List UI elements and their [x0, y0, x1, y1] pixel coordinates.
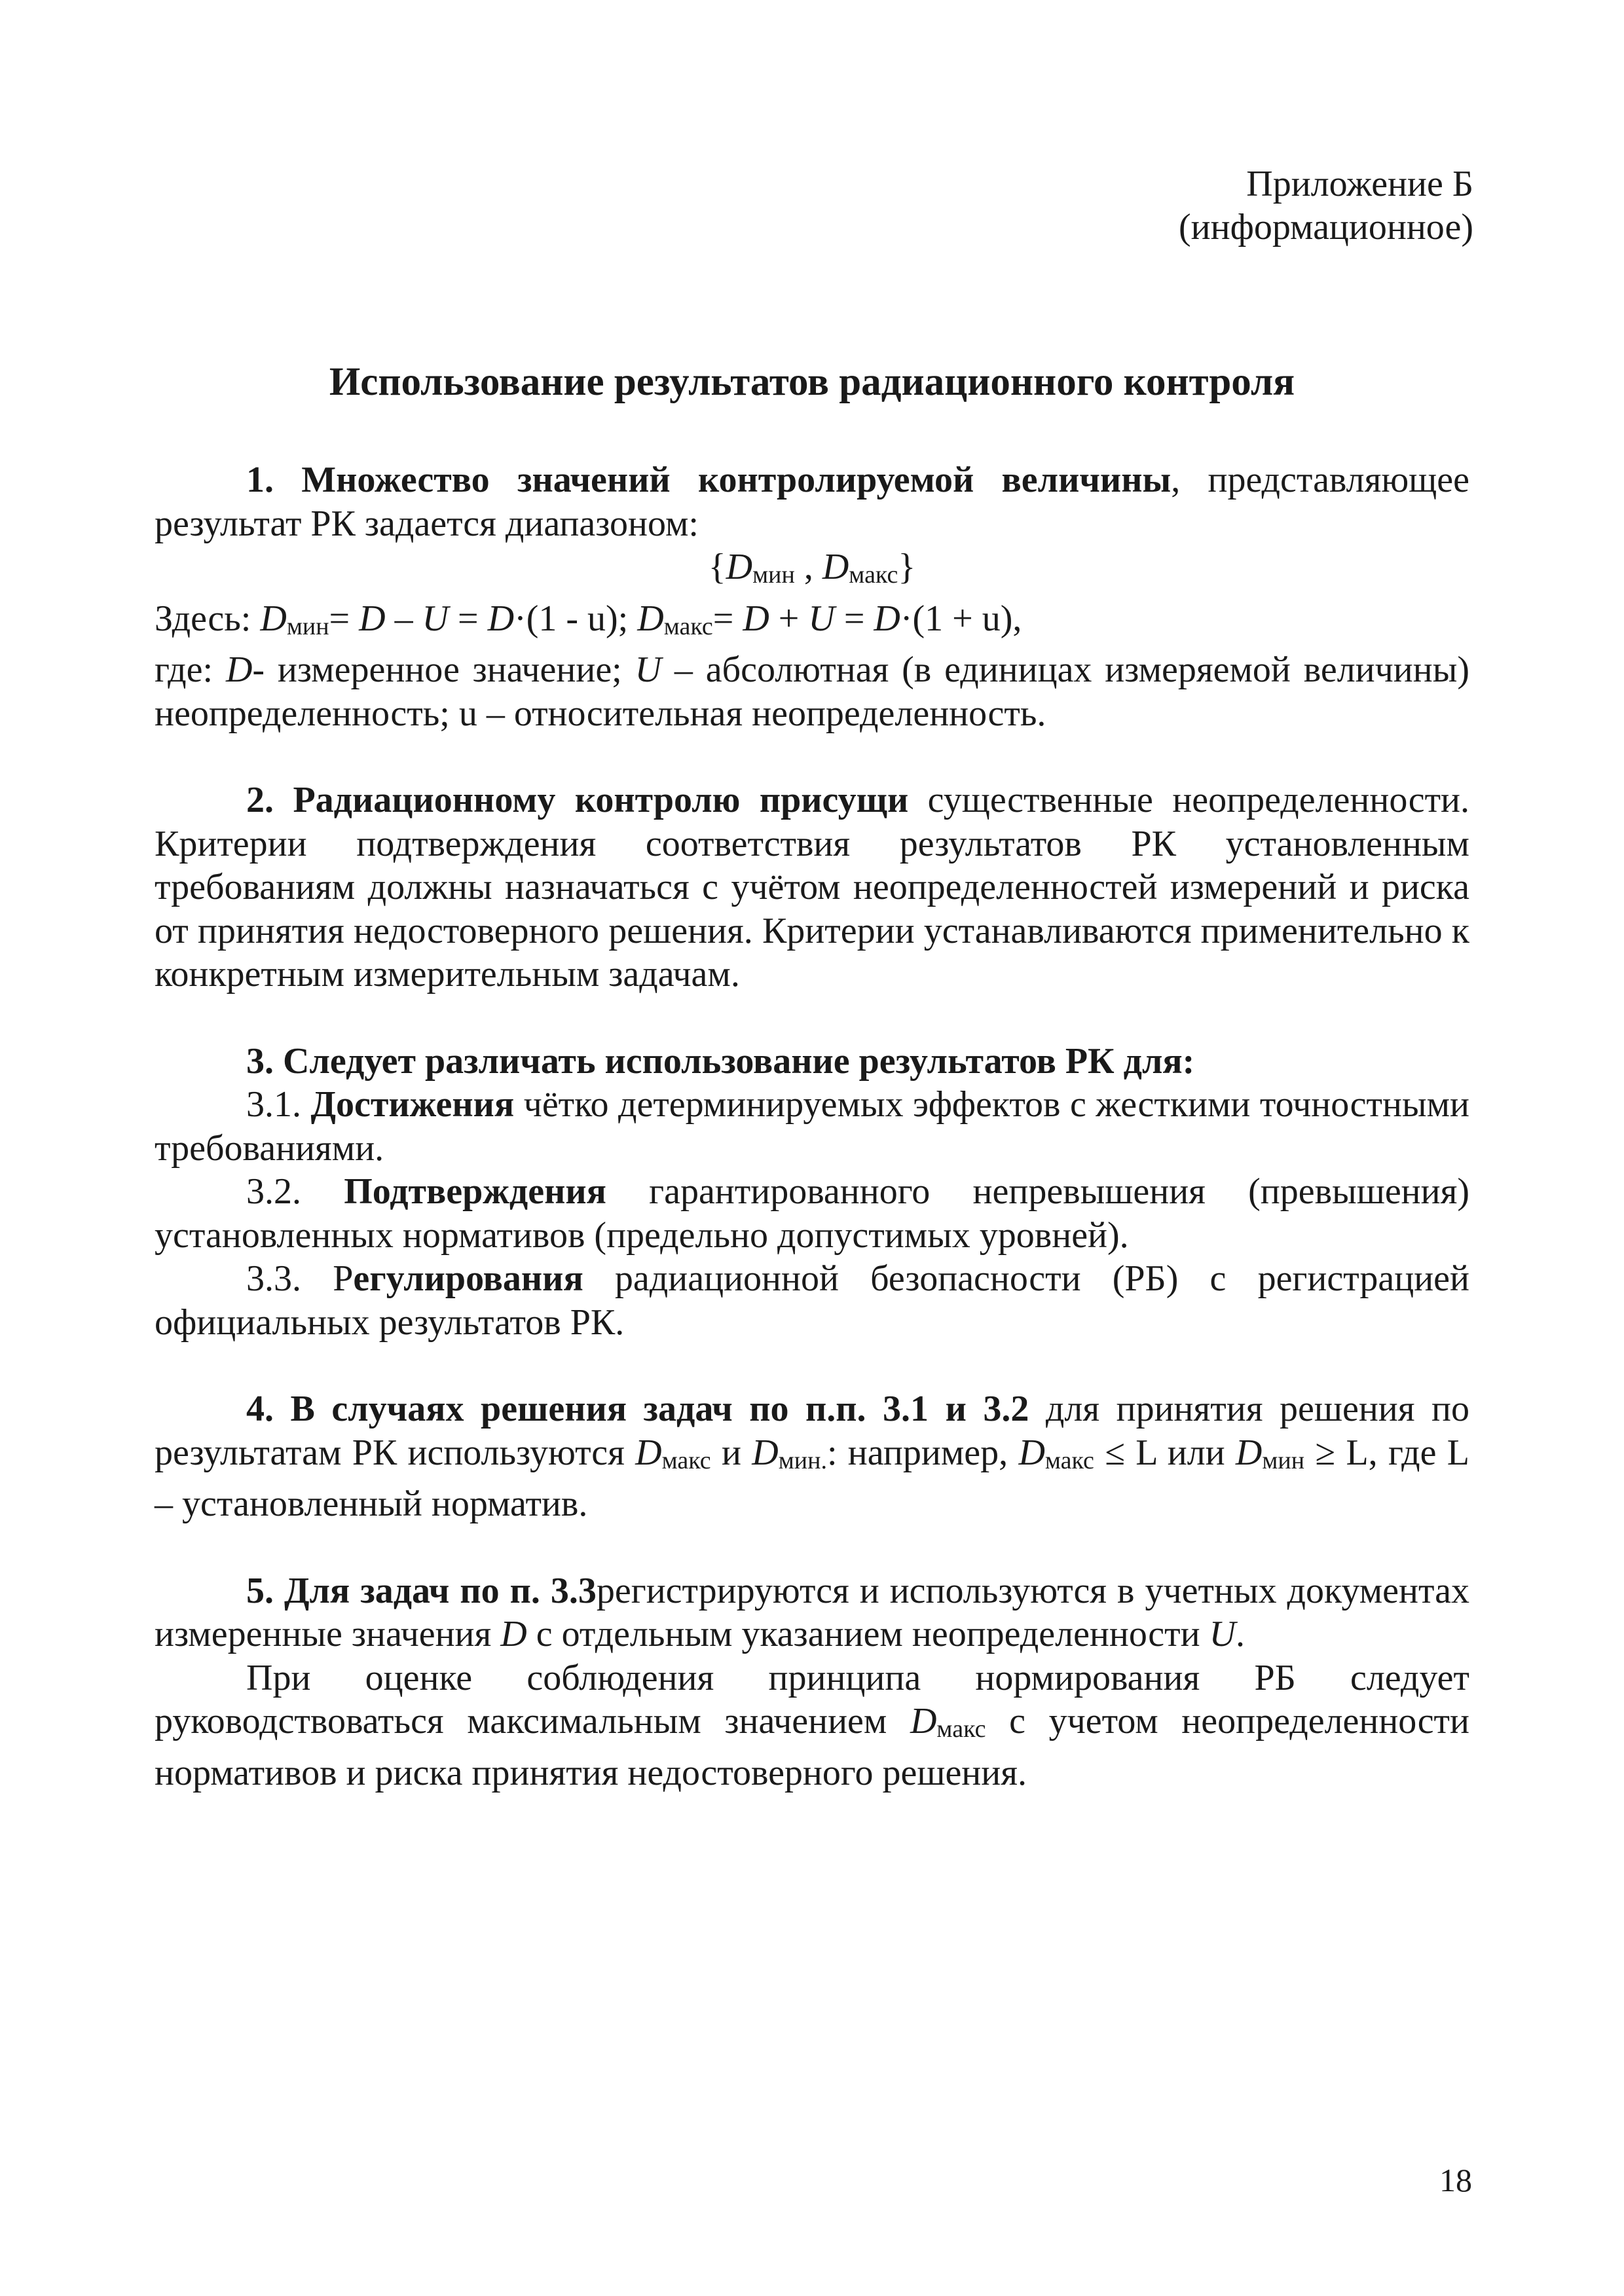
list-item-3-1: 3.1. Достижения чётко детерминируемых эффектов с жесткими точностными требованиями.	[155, 1084, 1470, 1169]
appendix-header	[1179, 162, 1473, 249]
page-title: Использование результатов радиационного контроля	[329, 360, 1295, 404]
section-1-bold: Множество значений контролируемой величины	[301, 460, 1172, 500]
appendix-type: (информационное)	[1179, 207, 1473, 247]
spacer	[155, 1344, 1469, 1387]
section-4-bold: 4. В случаях решения задач по п.п. 3.1 и 3.2	[246, 1389, 1029, 1429]
section-2-text: существенные неопределенности. Критерии подтверждения соответствия результатов РК установленным требованиям должны назначаться с учётом неопределенностей измерений и риска от принятия недостоверного решения. Критерии устанавливаются применительно к конкретным измерительным задачам.	[155, 780, 1470, 994]
section-5-paragraph: 5. Для задач по п. 3.3регистрируются и используются в учетных документах измеренные значения D с отдельным указанием неопределенности U.	[155, 1570, 1469, 1654]
document-body	[155, 458, 1469, 1795]
section-1-text: , представляющее результат РК задается диапазоном:	[155, 460, 1469, 544]
section-4-paragraph: 4. В случаях решения задач по п.п. 3.1 и 3.2 для принятия решения по результатам РК используются Dмакс и Dмин.: например, Dмакс ≤ L или Dмин ≥ L, где L – установленный норматив.	[155, 1389, 1470, 1524]
spacer	[155, 1526, 1469, 1569]
appendix-label: Приложение Б	[1246, 164, 1473, 204]
section-1-number: 1.	[246, 460, 274, 500]
section-3-heading: 3. Следует различать использование результатов РК для:	[246, 1040, 1195, 1082]
section-1-paragraph	[155, 458, 1469, 545]
list-item-3-2: 3.2. Подтверждения гарантированного непревышения (превышения) установленных нормативов (предельно допустимых уровней).	[155, 1171, 1470, 1256]
page-number: 18	[1439, 2162, 1472, 2198]
list-item-3-3: 3.3. Регулирования радиационной безопасности (РБ) с регистрацией официальных результатов РК.	[155, 1258, 1469, 1343]
definition-explanation: где: D- измеренное значение; U – абсолютная (в единицах измеряемой величины) неопределенность; u – относительная неопределенность.	[155, 649, 1469, 734]
spacer	[155, 735, 1469, 778]
spacer	[155, 996, 1469, 1040]
section-5-paragraph-2: При оценке соблюдения принципа нормирования РБ следует руководствоваться максимальным значением Dмакс с учетом неопределенности нормативов и риска принятия недостоверного решения.	[155, 1657, 1469, 1793]
range-formula: {Dмин , Dмакс}	[708, 547, 916, 589]
section-2-bold: Радиационному контролю присущи	[293, 780, 909, 820]
definition-formula: Здесь: Dмин= D – U = D·(1 - u); Dмакс= D + U = D·(1 + u),	[155, 598, 1022, 640]
section-2-paragraph: 2. Радиационному контролю присущи существенные неопределенности. Критерии подтверждения соответствия результатов РК установленным требованиям должны назначаться с учётом неопределенностей измерений и риска от принятия недостоверного решения. Критерии устанавливаются применительно к конкретным измерительным задачам.	[155, 780, 1470, 994]
section-5-bold: 5. Для задач по п. 3.3	[246, 1570, 597, 1611]
